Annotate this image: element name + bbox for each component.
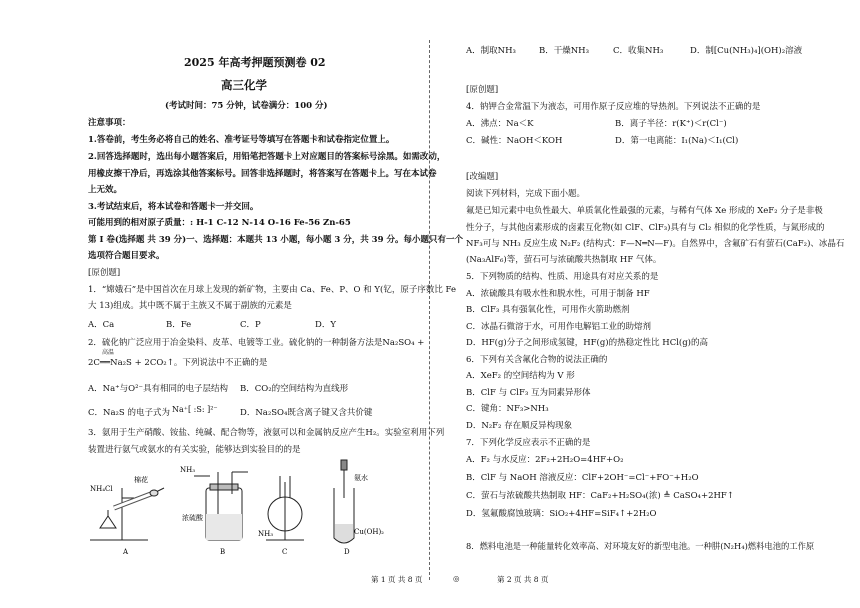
q6-option-d: D．N₂F₂ 存在顺反异构现象 [466, 421, 573, 431]
notice-line: 1.答卷前，考生务必将自己的姓名、准考证号等填写在答题卡和试卷指定位置上。 [88, 135, 395, 145]
source-tag: [原创题] [466, 85, 499, 95]
q3-option-b: B．干燥NH₃ [539, 46, 590, 56]
question-2-stem: 2．硫化钠广泛应用于冶金染料、皮革、电镀等工业。硫化钠的一种制备方法是Na₂SO₄ + [88, 338, 425, 348]
q4-option-b: B．离子半径：r(K⁺)＜r(Cl⁻) [615, 119, 727, 129]
label-nh3-b: NH₃ [180, 466, 196, 474]
label-nh4cl: NH₄Cl [90, 485, 113, 493]
exam-title: 2025 年高考押题预测卷 02 [184, 56, 326, 69]
q1-option-c: C．P [240, 320, 261, 330]
electron-formula: Na⁺[ :S: ]²⁻ [172, 405, 218, 414]
q7-option-d: D．氢氟酸腐蚀玻璃：SiO₂+4HF=SiF₄↑+2H₂O [466, 509, 657, 519]
q6-option-a: A．XeF₂ 的空间结构为 V 形 [466, 371, 575, 381]
question-8-stem: 8．燃料电池是一种能量转化效率高、对环境友好的新型电池。一种肼(N₂H₄)燃料电池的工作原 [466, 541, 815, 551]
notice-line: 用橡皮擦干净后，再选涂其他答案标号。回答非选择题时，将答案写在答题卡上。写在本试卷 [88, 169, 437, 179]
reaction-condition: 高温 [102, 349, 115, 356]
footer-page-1: 第 1 页 共 8 页 [371, 575, 423, 584]
q2-option-b: B．CO₂的空间结构为直线形 [240, 384, 349, 394]
q3-option-d: D．制[Cu(NH₃)₄](OH)₂溶液 [690, 46, 803, 56]
q4-option-a: A．沸点：Na＜K [466, 119, 534, 129]
subject-title: 高三化学 [221, 78, 267, 92]
exam-info: (考试时间：75 分钟，试卷满分：100 分) [165, 101, 328, 111]
question-2-stem-cont: 2C══Na₂S + 2CO₂↑。下列说法中不正确的是 [88, 358, 268, 368]
q6-option-b: B．ClF 与 ClF₃ 互为同素异形体 [466, 388, 591, 398]
q1-option-d: D．Y [315, 320, 336, 330]
q3-option-c: C．收集NH₃ [613, 46, 664, 56]
label-a: A [123, 548, 129, 556]
source-tag: [改编题] [466, 172, 499, 182]
notice-line: 2.回答选择题时，选出每小题答案后，用铅笔把答题卡上对应题目的答案标号涂黑。如需改动， [88, 152, 446, 162]
passage-line: (Na₃AlF₆)等，萤石可与浓硫酸共热制取 HF 气体。 [466, 255, 662, 265]
q7-option-a: A．F₂ 与水反应：2F₂+2H₂O=4HF+O₂ [466, 455, 624, 465]
q5-option-a: A．浓硫酸具有吸水性和脱水性，可用于制备 HF [466, 289, 650, 299]
q7-option-c: C．萤石与浓硫酸共热制取 HF：CaF₂+H₂SO₄(浓) ≜ CaSO₄+2HF↑ [466, 491, 734, 501]
apparatus-figure [86, 458, 406, 558]
question-3-stem-cont: 装置进行氨气或氨水的有关实验，能够达到实验目的的是 [88, 445, 301, 455]
notice-line: 上无效。 [88, 185, 123, 195]
question-1-stem-cont: 大 13)组成。其中既不属于主族又不属于副族的元素是 [88, 301, 292, 311]
q4-option-c: C．碱性：NaOH＜KOH [466, 136, 563, 146]
atomic-mass-line: 可能用到的相对原子质量：: H-1 C-12 N-14 O-16 Fe-56 Zn-65 [88, 218, 351, 228]
label-c: C [282, 548, 288, 556]
q4-option-d: D．第一电离能：I₁(Na)＜I₁(Cl) [615, 136, 739, 146]
notice-line: 3.考试结束后，将本试卷和答题卡一并交回。 [88, 202, 259, 212]
question-6-stem: 6．下列有关含氟化合物的说法正确的 [466, 355, 608, 365]
q7-option-b: B．ClF 与 NaOH 溶液反应：ClF+2OH⁻=Cl⁻+FO⁻+H₂O [466, 473, 699, 483]
question-7-stem: 7．下列化学反应表示不正确的是 [466, 438, 591, 448]
passage-line: 阅读下列材料，完成下面小题。 [466, 189, 586, 199]
label-cuoh2: Cu(OH)₂ [354, 528, 384, 536]
q2-option-c: C．Na₂S 的电子式为 [88, 408, 170, 418]
label-acid: 浓硫酸 [182, 514, 203, 522]
label-cotton: 棉花 [134, 476, 148, 484]
q6-option-c: C．键角：NF₃>NH₃ [466, 404, 549, 414]
label-nh3-c: NH₃ [258, 530, 274, 538]
question-4-stem: 4．钠钾合金常温下为液态，可用作原子反应堆的导热剂。下列说法不正确的是 [466, 102, 761, 112]
passage-line: NF₃可与 NH₃ 反应生成 N₂F₂ (结构式：F—N═N—F)。自然界中，含氟矿石有萤石(CaF₂)、冰晶石 [466, 239, 845, 249]
passage-line: 氟是已知元素中电负性最大、单质氧化性最强的元素，与稀有气体 Xe 形成的 XeF₂ 分子是非极 [466, 206, 823, 216]
label-ammonia-water: 氨水 [354, 474, 368, 482]
source-tag: [原创题] [88, 268, 121, 278]
apparatus-a [90, 488, 164, 540]
passage-line: 性分子，与其他卤素形成的卤素互化物(如 ClF、ClF₃)具有与 Cl₂ 相似的化学性质，与氮形成的 [466, 223, 825, 233]
q3-option-a: A．制取NH₃ [466, 46, 516, 56]
footer-mark: ◎ [453, 574, 460, 583]
column-divider [429, 40, 430, 580]
q2-option-d: D．Na₂SO₄既含离子键又含共价键 [240, 408, 373, 418]
q1-option-a: A．Ca [88, 320, 115, 330]
footer-page-2: 第 2 页 共 8 页 [497, 575, 549, 584]
question-1-stem: 1．“嫦娥石”是中国首次在月球上发现的新矿物，主要由 Ca、Fe、P、O 和 Y(钇，原子序数比 Fe [88, 285, 457, 295]
section-heading: 第 I 卷(选择题 共 39 分)一、选择题：本题共 13 小题，每小题 3 分，共 39 分。每小题只有一个 [88, 235, 463, 245]
q5-option-b: B．ClF₃ 具有强氧化性，可用作火箭助燃剂 [466, 305, 630, 315]
q5-option-d: D．HF(g)分子之间形成氢键，HF(g)的热稳定性比 HCl(g)的高 [466, 338, 708, 348]
label-d: D [344, 548, 350, 556]
question-3-stem: 3．氨用于生产硝酸、铵盐、纯碱、配合物等，液氨可以和金属钠反应产生H₂。实验室利用下列 [88, 428, 445, 438]
question-5-stem: 5．下列物质的结构、性质、用途具有对应关系的是 [466, 272, 659, 282]
q2-option-a: A．Na⁺与O²⁻具有相同的电子层结构 [88, 384, 228, 394]
section-heading-cont: 选项符合题目要求。 [88, 251, 165, 261]
q5-option-c: C．冰晶石微溶于水，可用作电解铝工业的助熔剂 [466, 322, 652, 332]
apparatus-b [194, 472, 248, 540]
label-b: B [220, 548, 226, 556]
apparatus-d [334, 460, 354, 543]
notice-heading: 注意事项： [88, 118, 131, 128]
q1-option-b: B．Fe [166, 320, 192, 330]
